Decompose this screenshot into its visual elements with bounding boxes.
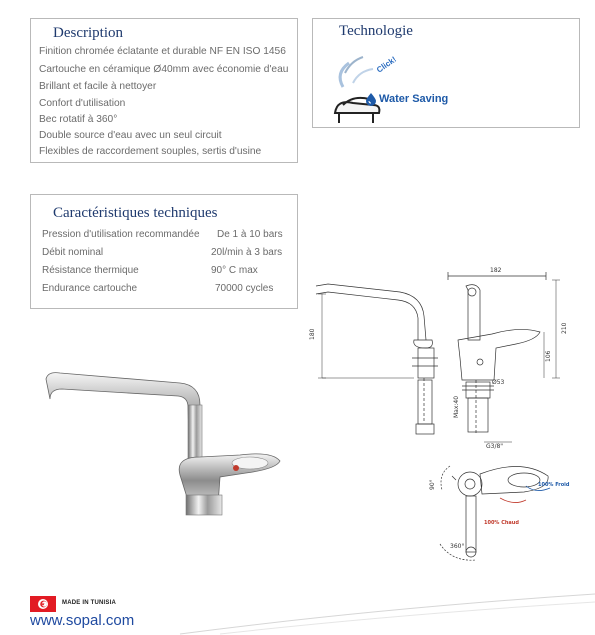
dim-width: 182 bbox=[490, 267, 502, 274]
hot-indicator-icon bbox=[233, 465, 239, 471]
angle-360: 360° bbox=[450, 543, 465, 550]
dim-height-left: 180 bbox=[309, 328, 316, 340]
spec-value: 90° C max bbox=[211, 265, 258, 276]
dim-thread: G3/8" bbox=[486, 443, 504, 450]
side-view bbox=[316, 284, 438, 434]
click-label: Click! bbox=[374, 54, 399, 75]
made-in-tunisia: MADE IN TUNISIA bbox=[62, 600, 116, 606]
front-view bbox=[448, 272, 546, 434]
spec-label: Pression d'utilisation recommandée bbox=[42, 229, 200, 240]
dim-53: Ø53 bbox=[492, 379, 505, 386]
dim-max: Max:40 bbox=[453, 395, 460, 418]
technologie-title: Technologie bbox=[339, 23, 413, 39]
water-saving-label bbox=[379, 93, 448, 105]
faucet-photo bbox=[40, 365, 290, 545]
dim-mid: 106 bbox=[545, 350, 552, 362]
description-item: Brillant et facile à nettoyer bbox=[39, 81, 157, 92]
footer-decor-curve bbox=[0, 590, 595, 635]
water-saving-text: Water Saving bbox=[379, 93, 449, 105]
description-item: Finition chromée éclatante et durable NF EN ISO 1456 bbox=[39, 46, 286, 57]
specs-title: Caractéristiques techniques bbox=[53, 205, 218, 221]
description-item: Bec rotatif à 360° bbox=[39, 114, 118, 125]
description-title: Description bbox=[53, 25, 123, 41]
spec-label: Endurance cartouche bbox=[42, 283, 138, 294]
technologie-box bbox=[312, 18, 580, 128]
spec-value: 70000 cycles bbox=[215, 283, 274, 294]
spec-label: Débit nominal bbox=[42, 247, 104, 258]
water-drop-icon bbox=[365, 92, 377, 106]
spec-label: Résistance thermique bbox=[42, 265, 139, 276]
description-item: Flexibles de raccordement souples, sertis d'usine bbox=[39, 146, 262, 157]
specs-box bbox=[30, 194, 298, 309]
website-link[interactable]: www.sopal.com bbox=[30, 612, 135, 629]
dim-height-right: 210 bbox=[561, 322, 568, 334]
spec-value: 20l/min à 3 bars bbox=[211, 247, 283, 258]
spec-value: De 1 à 10 bars bbox=[217, 229, 283, 240]
description-item: Double source d'eau avec un seul circuit bbox=[39, 130, 222, 141]
description-item: Cartouche en céramique Ø40mm avec économie d'eau bbox=[39, 64, 289, 75]
angle-90: 90° bbox=[429, 479, 436, 490]
froid-label: 100% Froid bbox=[538, 482, 570, 488]
description-item: Confort d'utilisation bbox=[39, 98, 126, 109]
water-saving-illustration bbox=[323, 43, 463, 125]
technical-drawings bbox=[300, 262, 595, 562]
description-box bbox=[30, 18, 298, 163]
chaud-label: 100% Chaud bbox=[484, 520, 519, 526]
